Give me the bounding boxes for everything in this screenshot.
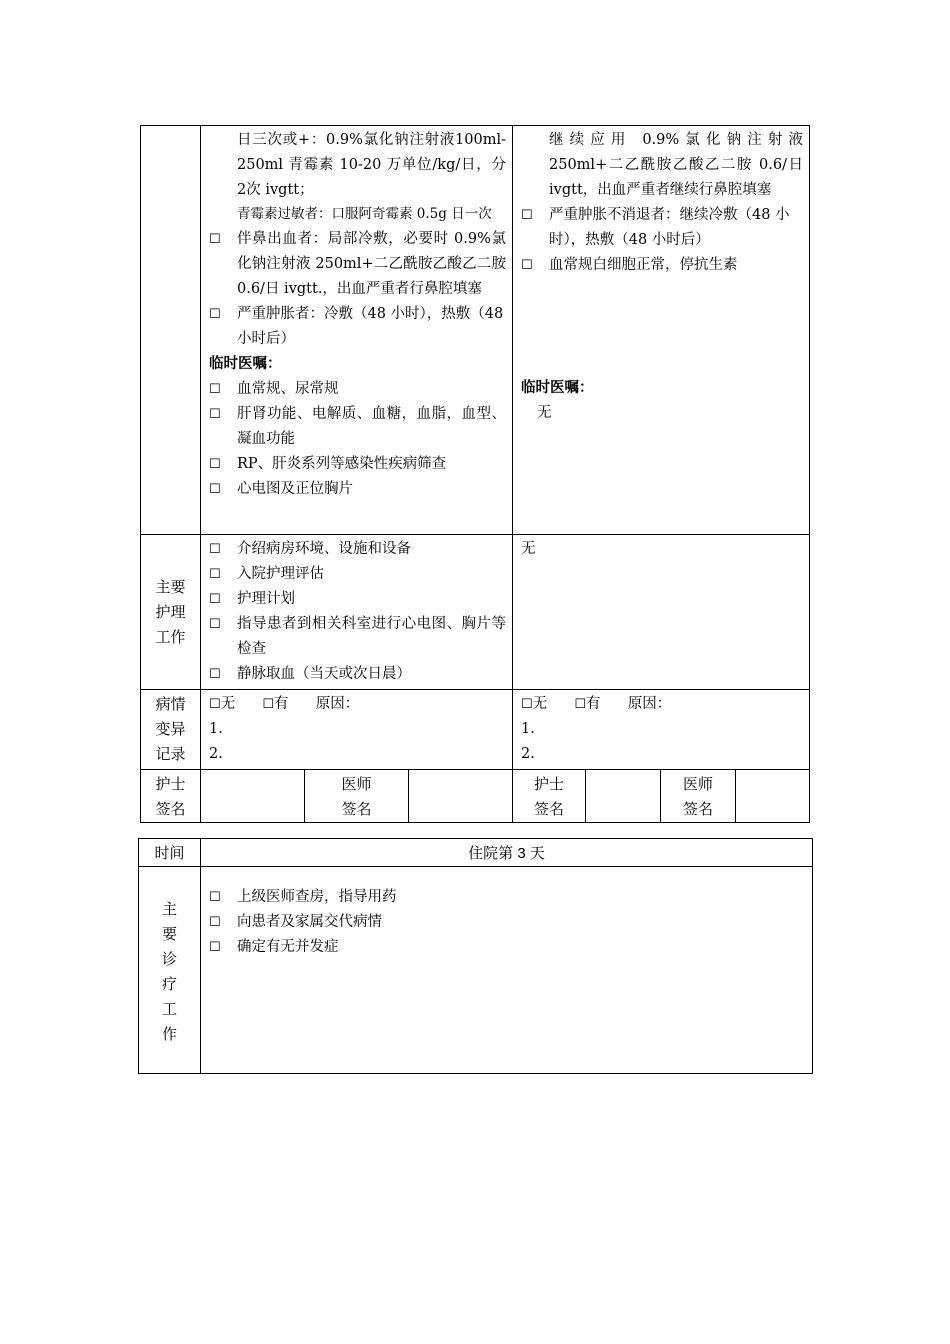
- nurse-signature-label: 护士签名: [141, 770, 201, 823]
- work-item: ☐ 向患者及家属交代病情: [209, 910, 806, 935]
- temp-order-item: ☐ RP、肝炎系列等感染性疾病筛查: [209, 452, 506, 477]
- checkbox-icon[interactable]: ☐: [209, 697, 221, 712]
- option-none: 无: [532, 696, 548, 712]
- temp-order-item: ☐ 肝肾功能、电解质、血糖，血脂，血型、凝血功能: [209, 402, 506, 452]
- time-header: 时间: [139, 839, 201, 867]
- checkbox-icon[interactable]: ☐: [209, 407, 221, 422]
- checkbox-icon[interactable]: ☐: [209, 232, 221, 247]
- temp-orders-heading: 临时医嘱：: [209, 356, 282, 372]
- checkbox-icon[interactable]: ☐: [209, 482, 221, 497]
- nursing-item: ☐ 静脉取血（当天或次日晨）: [209, 662, 506, 687]
- doctor-signature-label: 医师签名: [661, 770, 736, 823]
- doctor-signature-field[interactable]: [736, 770, 810, 823]
- checkbox-icon[interactable]: ☐: [262, 697, 275, 712]
- nurse-signature-field[interactable]: [201, 770, 305, 823]
- nurse-signature-label: 护士签名: [513, 770, 586, 823]
- variation-line: 2.: [209, 746, 223, 762]
- order-continuation-text: 继续应用 0.9%氯化钠注射液250ml+二乙酰胺乙酸乙二胺 0.6/日 ivgtt，出血严重者继续行鼻腔填塞: [549, 132, 804, 198]
- checkbox-icon[interactable]: ☐: [209, 542, 221, 557]
- clinical-pathway-table: [140, 125, 810, 823]
- order-continuation-text: 日三次或+：0.9%氯化钠注射液100ml-250ml 青霉素 10-20 万单位/kg/日，分2次 ivgtt；: [237, 132, 506, 198]
- order-item: ☐ 血常规白细胞正常，停抗生素: [521, 253, 803, 278]
- orders-right-cell: [513, 126, 810, 535]
- nursing-item: ☐ 护理计划: [209, 587, 506, 612]
- checkbox-icon[interactable]: ☐: [574, 697, 587, 712]
- empty-label-cell: [141, 126, 201, 535]
- option-none: 无: [220, 696, 236, 712]
- diagnosis-work-cell: [201, 867, 813, 1074]
- checkbox-icon[interactable]: ☐: [209, 940, 221, 955]
- variation-right-cell: [513, 690, 810, 770]
- checkbox-icon[interactable]: ☐: [521, 258, 533, 273]
- checkbox-icon[interactable]: ☐: [209, 382, 221, 397]
- work-item: ☐ 上级医师查房，指导用药: [209, 885, 806, 910]
- work-item: ☐ 确定有无并发症: [209, 935, 806, 960]
- doctor-signature-field[interactable]: [409, 770, 513, 823]
- variation-line: 1.: [521, 721, 535, 737]
- day-header: 住院第 3 天: [201, 839, 813, 867]
- nursing-item: ☐ 入院护理评估: [209, 562, 506, 587]
- temp-order-item: ☐ 血常规、尿常规: [209, 377, 506, 402]
- checkbox-icon[interactable]: ☐: [209, 307, 221, 322]
- temp-orders-heading: 临时医嘱：: [521, 380, 594, 396]
- doctor-signature-label: 医师签名: [305, 770, 409, 823]
- variation-label: 病情变异记录: [141, 690, 201, 770]
- option-yes: 有: [586, 696, 601, 712]
- temp-orders-value: 无: [537, 405, 552, 421]
- nurse-signature-field[interactable]: [586, 770, 661, 823]
- nursing-right-cell: 无: [513, 535, 810, 690]
- allergy-note: 青霉素过敏者：口服阿奇霉素 0.5g 日一次: [237, 206, 492, 222]
- temp-order-item: ☐ 心电图及正位胸片: [209, 477, 506, 502]
- reason-label: 原因：: [315, 696, 360, 712]
- checkbox-icon[interactable]: ☐: [209, 667, 221, 682]
- checkbox-icon[interactable]: ☐: [209, 890, 221, 905]
- variation-options: [209, 692, 506, 717]
- checkbox-icon[interactable]: ☐: [209, 567, 221, 582]
- order-item: ☐ 严重肿胀不消退者：继续冷敷（48 小时），热敷（48 小时后）: [521, 203, 803, 253]
- nursing-item: ☐ 介绍病房环境、设施和设备: [209, 537, 506, 562]
- nursing-label: 主要护理工作: [141, 535, 201, 690]
- variation-line: 1.: [209, 721, 223, 737]
- diagnosis-work-label: 主要诊疗工作: [139, 867, 201, 1074]
- checkbox-icon[interactable]: ☐: [209, 617, 221, 632]
- variation-left-cell: [201, 690, 513, 770]
- checkbox-icon[interactable]: ☐: [209, 592, 221, 607]
- checkbox-icon[interactable]: ☐: [209, 915, 221, 930]
- orders-left-cell: [201, 126, 513, 535]
- option-yes: 有: [274, 696, 289, 712]
- order-item: ☐ 伴鼻出血者：局部冷敷，必要时 0.9%氯化钠注射液 250ml+二乙酰胺乙酸乙二胺 0.6/日 ivgtt.，出血严重者行鼻腔填塞: [209, 227, 506, 302]
- checkbox-icon[interactable]: ☐: [521, 697, 533, 712]
- day3-table: [138, 838, 813, 1074]
- reason-label: 原因：: [627, 696, 672, 712]
- variation-line: 2.: [521, 746, 535, 762]
- checkbox-icon[interactable]: ☐: [521, 208, 533, 223]
- variation-options: [521, 692, 803, 717]
- order-item: ☐ 严重肿胀者：冷敷（48 小时），热敷（48 小时后）: [209, 302, 506, 352]
- nursing-item: ☐ 指导患者到相关科室进行心电图、胸片等检查: [209, 612, 506, 662]
- nursing-left-cell: [201, 535, 513, 690]
- checkbox-icon[interactable]: ☐: [209, 457, 221, 472]
